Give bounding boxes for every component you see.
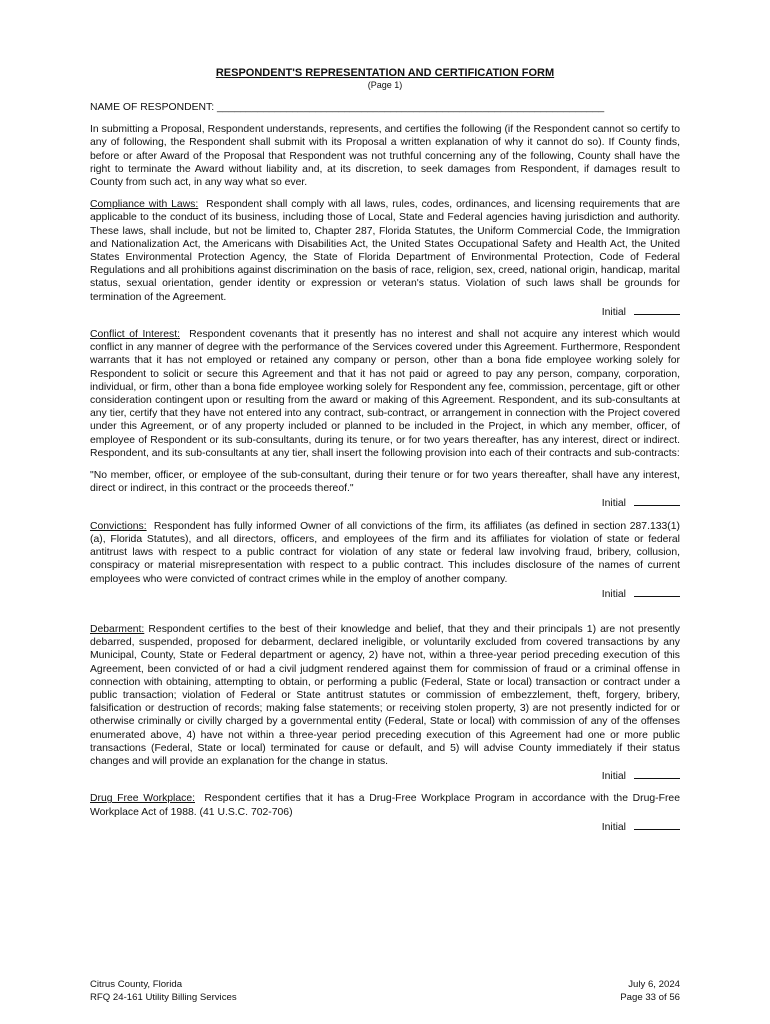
compliance-section [90, 198, 680, 319]
initial-label: Initial [601, 588, 626, 600]
page-subtitle: (Page 1) [367, 80, 403, 90]
conflict-section [90, 328, 680, 511]
initial-blank[interactable] [634, 586, 680, 597]
document-page [90, 66, 680, 834]
convictions-heading: Convictions: [90, 520, 147, 532]
initial-label: Initial [601, 306, 626, 318]
drug-free-heading: Drug Free Workplace: [90, 793, 195, 805]
conflict-quote: "No member, officer, or employee of the sub-consultant, during their tenure or for two years thereafter, shall have any interest, direct or indirect, in this contract or the proceeds thereof." [90, 470, 680, 495]
debarment-heading: Debarment: [90, 623, 145, 635]
conflict-body: Respondent covenants that it presently has no interest and shall not acquire any interest which would conflict in any manner of degree with the performance of the Services covered under this Agreement. Furthermore, Respondent warrants that it has not employed or retained any company or person, other than a bona fide employee working solely for Respondent to solicit or secure this Agreement and that it has not paid or agreed to pay any person, company, corporation, individual, or firm, other than a bona fide employee working solely for Respondent any fee, commission, percentage, gift or other consideration contingent upon or resulting from the award or making of this Agreement. Respondent, and its sub-consultants at any tier, certify that they have not entered into any contract, sub-contract, or arrangement in connection with the Project covered under this Agreement, or of any property included or planned to be included in the Project, in which any member, officer, of employee of Respondent or its sub-consultants, during its tenure, or for two years thereafter, has any interest, direct or indirect. Respondent, and its sub-consultants at any tier, shall insert the following provision into each of their contracts and sub-contracts: [90, 329, 680, 459]
compliance-body: Respondent shall comply with all laws, rules, codes, ordinances, and licensing requirements that are applicable to the conduct of its business, including those of Local, State and Federal agencies having jurisdiction and authority. These laws, shall include, but not be limited to, Chapter 287, Florida Statutes, the Uniform Commercial Code, the Immigration and Nationalization Act, the Americans with Disabilities Act, the United States Occupational Safety and Health Act, the United States Environmental Protection Agency, the State of Florida Department of Environmental Protection, Code of Federal Regulations and all prohibitions against discrimination on the basis of race, religion, sex, creed, national origin, handicap, marital status, sexual orientation, gender identity or expression or veteran's status. Violation of such laws shall be grounds for termination of the Agreement. [90, 199, 680, 303]
form-title: RESPONDENT'S REPRESENTATION AND CERTIFICATION FORM [215, 67, 555, 79]
debarment-body: Respondent certifies to the best of their knowledge and belief, that they and their principals 1) are not presently debarred, suspended, proposed for debarment, declared ineligible, or voluntarily excluded from covered transactions by any Municipal, County, State or Federal department or agency, 2) have not, within a three-year period preceding execution of this Agreement, been convicted of or had a civil judgment rendered against them for commission of fraud or a criminal offense in connection with obtaining, attempting to obtain, or performing a public (Federal, State or local) transaction or contract under a public transaction; violation of Federal or State antitrust statutes or commission of embezzlement, theft, forgery, bribery, falsification or destruction of records; making false statements; or receiving stolen property, 3) are not presently indicted for or otherwise criminally or civilly charged by a governmental entity (Federal, State or local) with commission of any of the offenses enumerated above, 4) have not within a three-year period preceding execution of this Agreement had one or more public transactions (Federal, State or local) terminated for cause or default, and 5) will advise County immediately if their status changes and will provide an explanation for the change in status. [90, 623, 680, 767]
footer-date: July 6, 2024 [628, 979, 680, 990]
conflict-initial[interactable] [90, 495, 680, 510]
respondent-name-field[interactable] [90, 101, 680, 114]
conflict-heading: Conflict of Interest: [90, 329, 180, 341]
initial-blank[interactable] [634, 819, 680, 830]
footer-county: Citrus County, Florida [90, 979, 183, 990]
convictions-body: Respondent has fully informed Owner of all convictions of the firm, its affiliates (as defined in section 287.133(1) (a), Florida Statutes), and all directors, officers, and employees of the firm and its affiliates for violation of state or federal antitrust laws with respect to a public contract for violation of any state or federal law involving fraud, bribery, collusion, conspiracy or material misrepresentation with respect to a public contract. This includes disclosure of the names of current employees who were convicted of contract crimes while in the employ of another company. [90, 520, 680, 585]
intro-paragraph: In submitting a Proposal, Respondent understands, represents, and certifies the following (if the Respondent cannot so certify to any of following, the Respondent shall submit with its Proposal a written explanation of why it cannot do so). If County finds, before or after Award of the Proposal that Respondent was not truthful concerning any of the following, County shall have the right to terminate the Award without liability and, at its discretion, to seek damages from Respondent, if damages result to County from such act, in any way what so ever. [90, 124, 680, 189]
drug-free-body: Respondent certifies that it has a Drug-Free Workplace Program in accordance with the Drug-Free Workplace Act of 1988. (41 U.S.C. 702-706) [90, 793, 680, 818]
footer-left [90, 979, 237, 1004]
initial-label: Initial [601, 771, 626, 783]
footer-right [620, 979, 680, 1004]
compliance-initial[interactable] [90, 304, 680, 319]
respondent-name-label: NAME OF RESPONDENT: [90, 102, 215, 113]
initial-blank[interactable] [634, 768, 680, 779]
convictions-initial[interactable] [90, 586, 680, 601]
compliance-heading: Compliance with Laws: [90, 199, 199, 211]
respondent-name-blank[interactable]: ___________________________________________________________________ [217, 102, 605, 113]
footer-page-number: Page 33 of 56 [620, 991, 680, 1003]
drug-free-section [90, 792, 680, 834]
debarment-initial[interactable] [90, 768, 680, 783]
debarment-section [90, 623, 680, 783]
footer-rfq: RFQ 24-161 Utility Billing Services [90, 991, 237, 1003]
drug-free-initial[interactable] [90, 819, 680, 834]
convictions-section [90, 520, 680, 601]
initial-blank[interactable] [634, 495, 680, 506]
initial-label: Initial [601, 498, 626, 510]
initial-blank[interactable] [634, 304, 680, 315]
initial-label: Initial [601, 821, 626, 833]
